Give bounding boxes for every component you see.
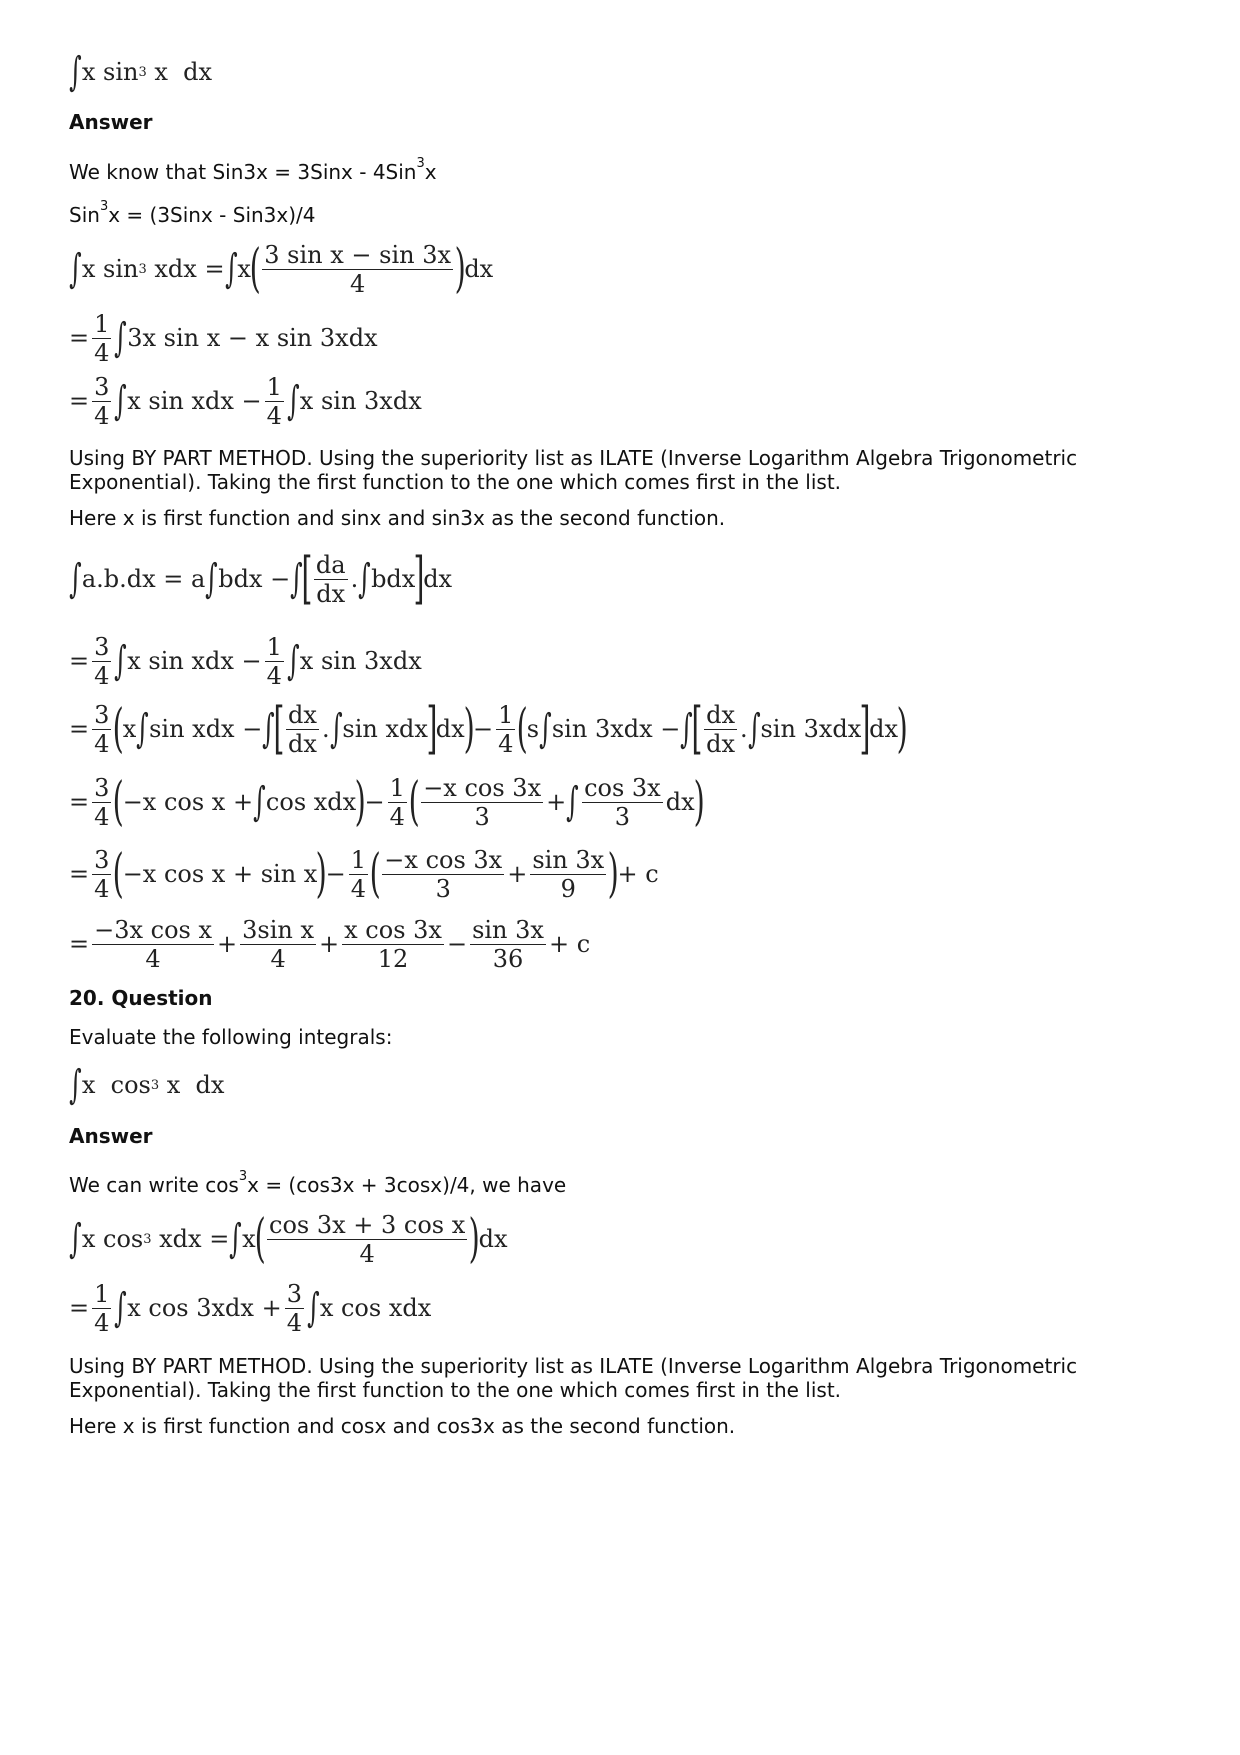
question-20-expression: ∫ x cos 3 x dx — [69, 1062, 225, 1108]
by-part-method-text-20: Using BY PART METHOD. Using the superiority list as ILATE (Inverse Logarithm Algebra Trigonometric Exponential). Taking the first function to the one which comes first in the list. — [69, 1354, 1084, 1402]
equation-step-5: = $\frac{3}{4}$ ( −x cos x + ∫ cos xdx ) − $\frac{1}{4}$ ( $\frac{\text{−x cos 3x}}{3}$ + ∫ $\frac{\cos 3x}{3}$ dx ) — [69, 772, 705, 832]
equation-step-4: = $\frac{3}{4}$ ( x ∫ sin xdx − ∫ [ $\frac{dx}{dx}$ . ∫ sin xdx ] dx ) − $\frac{1}{4}$ ( s ∫ sin 3xdx − ∫ [ $\frac{dx}{dx}$ . ∫ sin 3xdx ] dx ) — [69, 696, 908, 761]
identity-cos-cubed: We can write $\cos^3x = (\cos 3x + 3\cos x)/4$, we have — [69, 1169, 567, 1197]
by-part-method-text-19: Using BY PART METHOD. Using the superiority list as ILATE (Inverse Logarithm Algebra Trigonometric Exponential). Taking the first function to the one which comes first in the list. — [69, 446, 1084, 494]
question-20-heading: 20. Question — [69, 986, 213, 1010]
identity-sin-cubed: Sin$^3$x = (3Sinx - Sin3x)/4 — [69, 199, 316, 227]
equation-step-3: = $\frac{3}{4}$ ∫ x sin xdx − $\frac{1}{4}$ ∫ x sin 3xdx — [69, 632, 422, 690]
equation-final-19: = $\frac{\text{−3x cos x}}{4}$ + $\frac{\text{3sin x}}{4}$ + $\frac{\text{x cos 3x}}{12}$ − $\frac{\sin 3x}{36}$ + c — [69, 915, 591, 973]
equation-step-20-1: = $\frac{1}{4}$ ∫ x cos 3xdx + $\frac{3}{4}$ ∫ x cos xdx — [69, 1279, 432, 1337]
equation-step-2: = $\frac{3}{4}$ ∫ x sin xdx − $\frac{1}{4}$ ∫ x sin 3xdx — [69, 372, 422, 430]
first-function-text-19: Here x is first function and sinx and sin3x as the second function. — [69, 506, 726, 530]
first-function-text-20: Here x is first function and cosx and cos3x as the second function. — [69, 1414, 736, 1438]
equation-expand: ∫ x sin 3 xdx = ∫ x ( $\frac{\text{3 sin x − sin 3x}}{4}$ ) dx — [69, 239, 494, 299]
answer-heading-20: Answer — [69, 1124, 153, 1148]
identity-sin3x: We know that Sin3x = 3Sinx - 4Sin$^3$x — [69, 156, 437, 184]
equation-step-6: = $\frac{3}{4}$ ( −x cos x + sin x ) − $\frac{1}{4}$ ( $\frac{\text{−x cos 3x}}{3}$ + $\frac{\sin 3x}{9}$ ) + c — [69, 844, 659, 904]
answer-heading-19: Answer — [69, 110, 153, 134]
question-20-prompt: Evaluate the following integrals: — [69, 1025, 393, 1049]
equation-expand-20: ∫ x cos 3 xdx = ∫ x ( $\frac{\text{cos 3x + 3 cos x}}{4}$ ) dx — [69, 1209, 508, 1269]
equation-step-1: = $\frac{1}{4}$ ∫ 3x sin x − x sin 3xdx — [69, 309, 378, 367]
question-19-expression: ∫ x sin 3 x dx — [69, 49, 213, 95]
by-parts-formula: ∫ a.b.dx = a ∫ bdx − ∫ [ $\frac{da}{dx}$ . ∫ bdx ] dx — [69, 546, 453, 611]
